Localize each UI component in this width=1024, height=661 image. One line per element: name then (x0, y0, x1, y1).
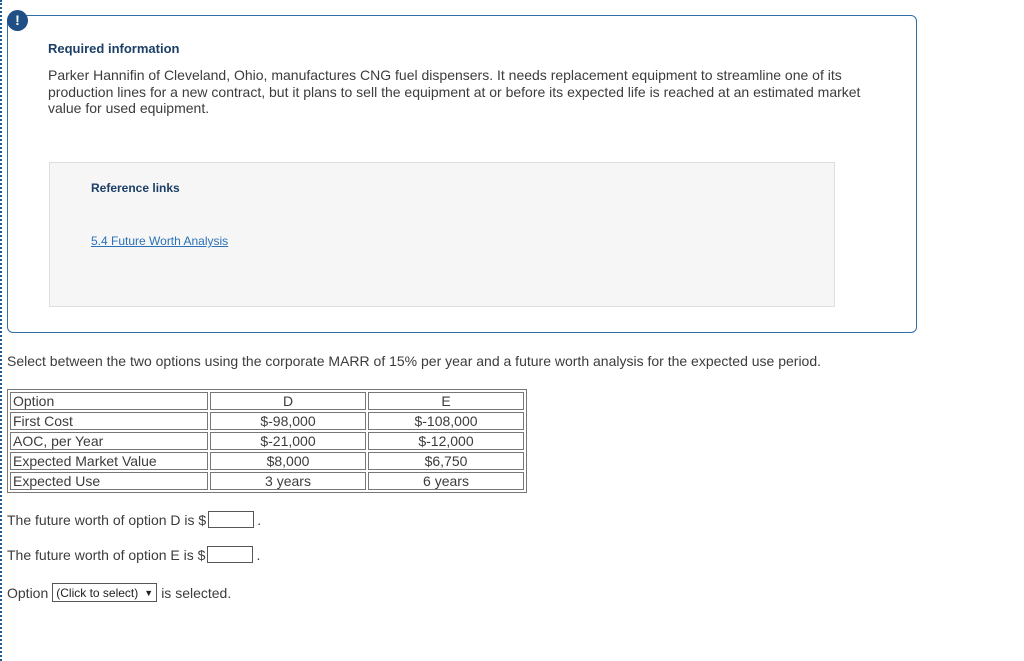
info-title: Required information (48, 41, 180, 56)
table-row (10, 392, 524, 410)
fw-e-label: The future worth of option E is $ (7, 546, 206, 563)
fw-d-input[interactable] (208, 511, 254, 528)
table-cell: Option (10, 392, 208, 410)
table-row (10, 432, 524, 450)
table-cell: $8,000 (210, 452, 366, 470)
fw-e-line (7, 546, 260, 563)
option-select-value: (Click to select) (56, 585, 139, 600)
table-cell: $-98,000 (210, 412, 366, 430)
fw-d-line (7, 511, 261, 528)
future-worth-analysis-link[interactable]: 5.4 Future Worth Analysis (91, 234, 229, 248)
dropdown-arrow-icon: ▼ (144, 587, 154, 598)
table-cell: D (210, 392, 366, 410)
fw-e-period: . (256, 546, 261, 563)
option-suffix: is selected. (161, 584, 232, 601)
left-border-divider (0, 0, 2, 661)
option-select-line (7, 583, 231, 602)
table-cell: AOC, per Year (10, 432, 208, 450)
table-row (10, 452, 524, 470)
table-cell: First Cost (10, 412, 208, 430)
table-cell: $-108,000 (368, 412, 524, 430)
option-select-dropdown[interactable] (52, 583, 157, 602)
table-cell: Expected Use (10, 472, 208, 490)
options-table (7, 389, 527, 493)
table-cell: 3 years (210, 472, 366, 490)
reference-links-title: Reference links (91, 181, 180, 195)
fw-d-label: The future worth of option D is $ (7, 511, 207, 528)
table-cell: Expected Market Value (10, 452, 208, 470)
table-cell: $-12,000 (368, 432, 524, 450)
option-prefix: Option (7, 584, 49, 601)
table-row (10, 412, 524, 430)
fw-d-period: . (257, 511, 262, 528)
question-text: Select between the two options using the corporate MARR of 15% per year and a future worth analysis for the expected use period. (7, 353, 822, 369)
table-cell: E (368, 392, 524, 410)
table-cell: 6 years (368, 472, 524, 490)
table-cell: $6,750 (368, 452, 524, 470)
alert-icon: ! (7, 10, 28, 31)
table-cell: $-21,000 (210, 432, 366, 450)
table-row (10, 472, 524, 490)
info-body: Parker Hannifin of Cleveland, Ohio, manufactures CNG fuel dispensers. It needs replacement equipment to streamline one of its production lines for a new contract, but it plans to sell the equipment at or before its expected life is reached at an estimated market value for used equipment. (48, 67, 861, 116)
fw-e-input[interactable] (207, 546, 253, 563)
